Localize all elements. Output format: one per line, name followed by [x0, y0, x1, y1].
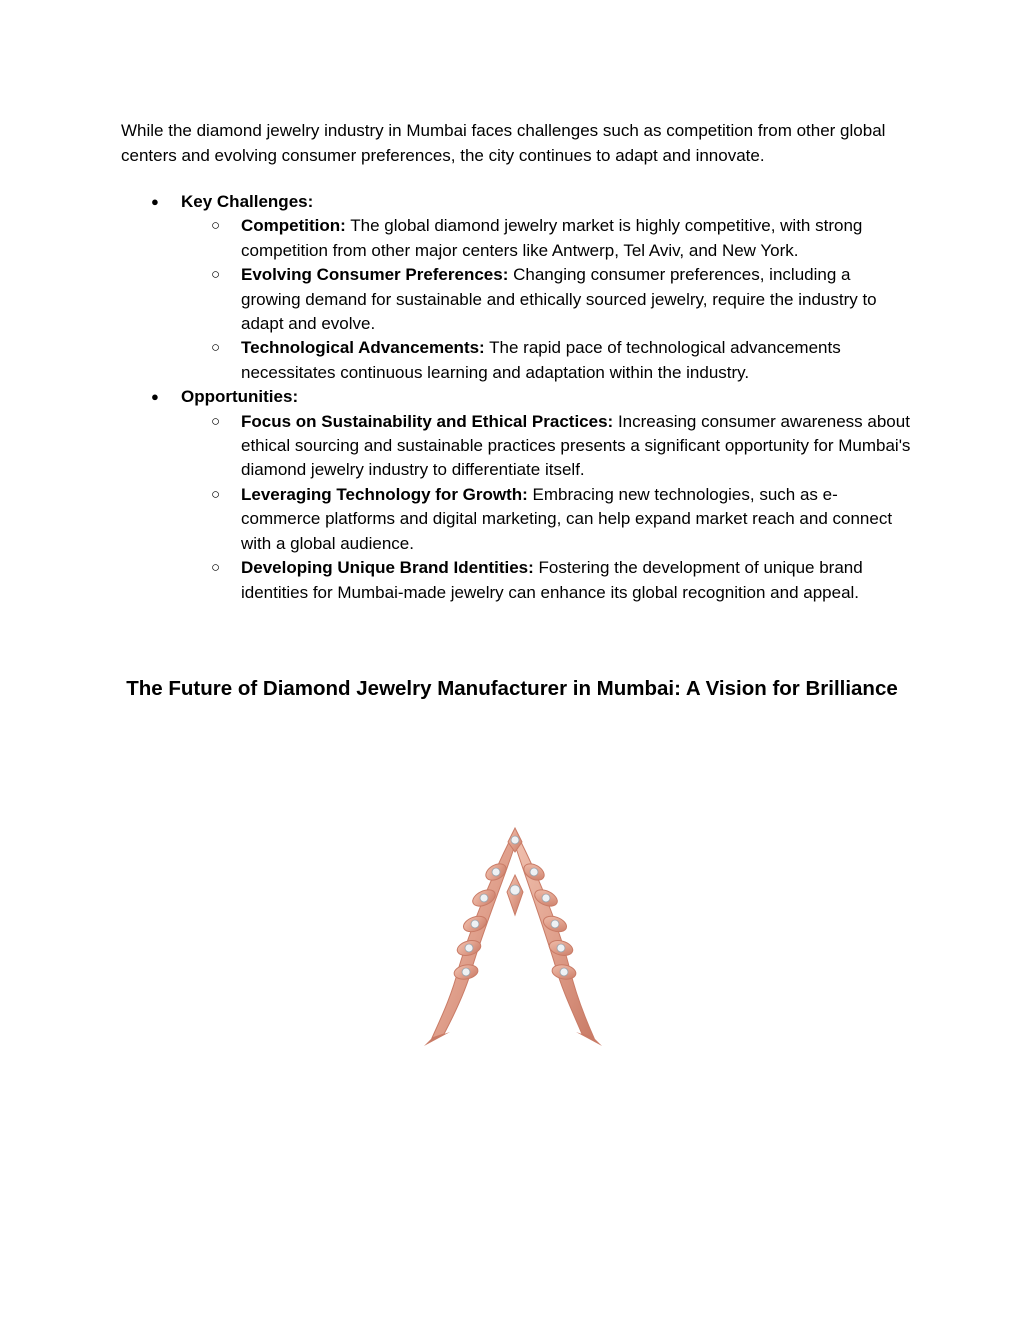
sub-list-item — [181, 556, 911, 605]
list-heading: Opportunities: — [181, 387, 299, 407]
sub-list-item — [181, 483, 911, 556]
sub-list-item — [181, 263, 911, 336]
item-text: The rapid pace of technological advancements necessitates continuous learning and adaptation within the industry. — [241, 338, 841, 382]
item-term: Leveraging Technology for Growth: — [241, 484, 528, 504]
section-heading: The Future of Diamond Jewelry Manufacturer in Mumbai: A Vision for Brilliance — [126, 677, 898, 700]
item-term: Evolving Consumer Preferences: — [241, 265, 509, 285]
jewelry-image — [410, 820, 620, 1050]
bullet-icon: ● — [151, 194, 159, 209]
sub-list-item — [181, 336, 911, 385]
bullet-icon: ● — [151, 389, 159, 405]
hollow-bullet-icon: ○ — [211, 217, 221, 235]
sub-list-item — [181, 214, 911, 263]
item-term: Technological Advancements: — [241, 338, 485, 358]
sub-list — [181, 410, 911, 605]
list-item-opportunities — [121, 385, 911, 605]
sub-list-item — [181, 410, 911, 483]
document-body — [121, 118, 911, 605]
intro-paragraph: While the diamond jewelry industry in Mumbai faces challenges such as competition from other global centers and evolving consumer preferences, the city continues to adapt and innovate. — [121, 121, 886, 165]
item-text: Increasing consumer awareness about ethical sourcing and sustainable practices presents a significant opportunity for Mumbai's diamond jewelry industry to differentiate itself. — [241, 411, 911, 480]
hollow-bullet-icon: ○ — [211, 339, 221, 357]
hollow-bullet-icon: ○ — [211, 559, 221, 577]
item-text: The global diamond jewelry market is highly competitive, with strong competition from other major centers like Antwerp, Tel Aviv, and New York. — [241, 216, 863, 260]
hollow-bullet-icon: ○ — [211, 266, 221, 284]
bullet-list — [121, 190, 911, 605]
rose-gold-diamond-pendant-image — [410, 820, 620, 1050]
item-term: Developing Unique Brand Identities: — [241, 558, 534, 578]
hollow-bullet-icon: ○ — [211, 412, 221, 430]
item-text: Changing consumer preferences, including a growing demand for sustainable and ethically sourced jewelry, require the industry to adapt and evolve. — [241, 265, 877, 334]
item-term: Competition: — [241, 216, 346, 236]
item-text: Fostering the development of unique brand identities for Mumbai-made jewelry can enhance its global recognition and appeal. — [241, 558, 863, 602]
list-item-key-challenges — [121, 190, 911, 385]
list-heading: Key Challenges: — [181, 192, 314, 211]
hollow-bullet-icon: ○ — [211, 485, 221, 503]
item-text: Embracing new technologies, such as e-commerce platforms and digital marketing, can help expand market reach and connect with a global audience. — [241, 484, 893, 553]
sub-list — [181, 214, 911, 385]
item-term: Focus on Sustainability and Ethical Practices: — [241, 411, 614, 431]
